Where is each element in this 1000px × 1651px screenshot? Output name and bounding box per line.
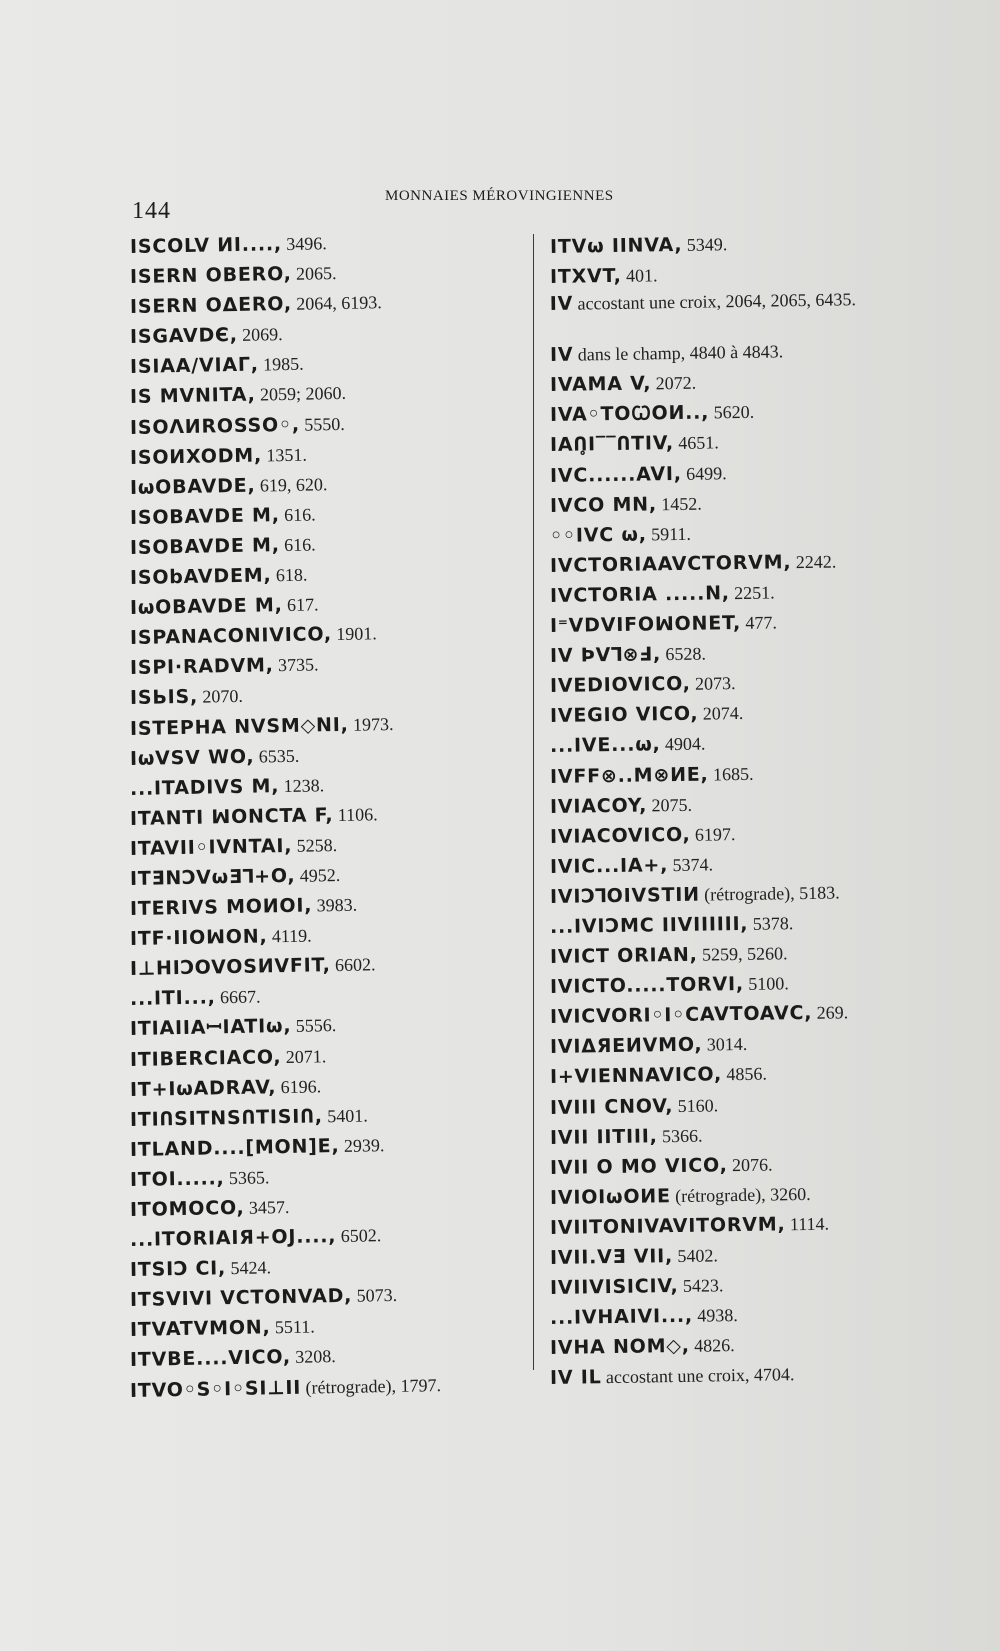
entry-reference: 401. — [625, 265, 658, 286]
entry-legend: ITAVII◦IVNTAI, — [129, 834, 293, 860]
entry-legend: IVHA NOM◇, — [549, 1335, 690, 1360]
entry-reference: 5160. — [677, 1094, 719, 1116]
entry-reference: 5258. — [296, 834, 338, 856]
entry-legend: ...ITI..., — [129, 986, 216, 1011]
entry-reference: 2939. — [343, 1134, 385, 1156]
entry-legend: IVEGIO VICO, — [549, 702, 699, 728]
entry-legend: IωOBAVDE M, — [129, 594, 283, 620]
entry-legend: IVIII CNOV, — [549, 1094, 674, 1119]
entry-reference: 6499. — [686, 462, 727, 484]
entry-reference: 1985. — [262, 354, 304, 375]
entry-legend: I⁼VDVIFOꟽONET, — [549, 612, 742, 638]
entry-reference: 4826. — [693, 1335, 735, 1357]
entry-reference: 2059; 2060. — [259, 383, 347, 405]
entry-reference: 1973. — [352, 713, 394, 735]
entry-reference: 269. — [816, 1002, 849, 1024]
entry-reference: 4651. — [678, 432, 719, 454]
entry-reference: 5401. — [327, 1105, 368, 1126]
entry-reference: 3496. — [286, 233, 327, 254]
entry-reference: 6535. — [258, 745, 300, 767]
entry-reference: 1452. — [661, 493, 702, 514]
entry-legend: ISERN OΔERO, — [129, 293, 293, 319]
entry-reference: 6602. — [334, 954, 376, 976]
entry-reference: 5073. — [356, 1285, 398, 1306]
entry-legend: ITVO◦S◦I◦SI⊥II — [129, 1376, 302, 1402]
index-entry — [550, 1357, 930, 1393]
entry-legend: I+VIENNAVICO, — [549, 1063, 723, 1089]
entry-reference: 5550. — [304, 413, 345, 435]
entry-reference: 3983. — [316, 894, 358, 916]
entry-reference: (rétrograde), 3260. — [675, 1183, 811, 1206]
entry-reference: 5402. — [677, 1245, 719, 1266]
entry-reference: 4856. — [726, 1064, 768, 1085]
entry-legend: ISCOLV ИI...., — [129, 233, 283, 258]
entry-reference: 4904. — [664, 733, 706, 755]
entry-legend: ISERN OBERO, — [129, 262, 292, 289]
entry-reference: 5556. — [295, 1015, 337, 1037]
entry-reference: 617. — [286, 594, 319, 616]
entry-legend: ...IVHAIVI..., — [549, 1304, 694, 1330]
entry-legend: IVAMA V, — [549, 372, 652, 397]
entry-reference: (rétrograde), 1797. — [305, 1374, 442, 1398]
entry-legend: IVII O MO VICO, — [549, 1153, 728, 1179]
entry-reference: 3014. — [706, 1034, 748, 1055]
entry-reference: 5374. — [672, 854, 714, 875]
entry-reference: 2073. — [694, 673, 736, 694]
entry-legend: ITƎNϽVωƎ⅂+O, — [129, 864, 296, 890]
entry-legend: IVIIVISICIV, — [549, 1275, 679, 1300]
entry-legend: IS MVNITA, — [129, 384, 256, 409]
entry-legend: ...IVIƆMC IIVIIIIII, — [549, 912, 749, 938]
entry-reference: 618. — [275, 564, 308, 586]
index-entry — [550, 286, 931, 340]
entry-legend: IV — [549, 343, 574, 367]
entry-reference: 5424. — [230, 1257, 272, 1279]
entry-legend: ITVATVMON, — [129, 1316, 271, 1342]
page-header — [0, 188, 1000, 228]
entry-reference: 2064, 6193. — [296, 292, 382, 314]
entry-legend: IVC......AVI, — [549, 462, 682, 487]
entry-legend: IVII.VƎ VII, — [549, 1245, 674, 1269]
entry-reference: 3208. — [295, 1346, 336, 1368]
entry-reference: 616. — [283, 504, 316, 525]
entry-reference: 1901. — [336, 623, 378, 645]
entry-legend: ...ITADIVS M, — [129, 774, 280, 800]
entry-legend: ISIAA/VIAΓ, — [129, 353, 259, 379]
entry-legend: IV — [549, 292, 574, 316]
entry-reference: 5100. — [748, 973, 789, 995]
entry-legend: IVA◦TOꞶOИ.., — [549, 401, 710, 427]
entry-reference: 6528. — [665, 643, 707, 665]
entry-reference: 2072. — [655, 372, 697, 394]
entry-legend: IV IL — [549, 1366, 602, 1390]
entry-reference: 6197. — [694, 823, 736, 845]
entry-legend: IVIΔЯEИVMO, — [549, 1033, 703, 1059]
entry-reference: 5349. — [686, 234, 728, 255]
entry-reference: 5366. — [661, 1125, 703, 1146]
page-number: 144 — [132, 198, 171, 224]
entry-reference: 6502. — [340, 1225, 382, 1247]
entry-legend: ISGAVDЄ, — [129, 324, 239, 349]
column-divider — [533, 234, 534, 1370]
entry-reference: 477. — [745, 612, 778, 633]
entry-reference: 2076. — [731, 1154, 773, 1175]
entry-legend: ITERIVS MOИOI, — [129, 894, 313, 921]
entry-reference: 5378. — [752, 913, 794, 934]
entry-legend: ISPANACONIVICO, — [129, 623, 333, 650]
entry-reference: dans le champ, 4840 à 4843. — [577, 341, 784, 365]
entry-legend: ITVBE....VICO, — [129, 1346, 292, 1372]
entry-reference: 6667. — [219, 986, 261, 1008]
entry-legend: ...ITORIAIЯ+OJ...., — [129, 1225, 337, 1252]
entry-reference: 616. — [283, 534, 316, 555]
entry-reference: 2242. — [795, 551, 837, 572]
entry-legend: IVICTO.....TORVI, — [549, 973, 745, 999]
entry-legend: ITSIϽ CI, — [129, 1257, 227, 1282]
entry-reference: 5911. — [650, 523, 692, 545]
entry-reference: 3457. — [248, 1196, 290, 1218]
entry-legend: IVCO MN, — [549, 492, 658, 517]
entry-legend: IT+IωADRAV, — [129, 1075, 277, 1101]
entry-reference: 4952. — [299, 864, 341, 886]
entry-reference: 2070. — [202, 686, 244, 708]
entry-legend: I⊥HIϽOVOSИVFIT, — [129, 954, 331, 981]
entry-legend: IVIC...IA+, — [549, 853, 669, 878]
entry-legend: ISOBAVDE M, — [129, 534, 280, 559]
entry-reference: 2075. — [651, 794, 693, 815]
entry-legend: ITIAIIAꟷIATIω, — [129, 1015, 292, 1041]
entry-reference: 5423. — [682, 1275, 724, 1297]
entry-legend: IAՈ̥I‾‾ՈTIV, — [549, 432, 675, 457]
entry-reference: 5620. — [713, 402, 755, 423]
entry-legend: IVCTORIA .....N, — [549, 582, 731, 607]
entry-legend: IVIACOVICO, — [549, 823, 691, 848]
entry-reference: accostant une croix, 2064, 2065, 6435. — [577, 289, 857, 314]
entry-reference: 5365. — [228, 1167, 270, 1189]
entry-legend: IVICT ORIAN, — [549, 943, 698, 969]
entry-legend: ITVω IINVA, — [549, 233, 683, 258]
entry-reference: 5511. — [274, 1316, 315, 1338]
entry-legend: IωVSV WO, — [129, 745, 255, 770]
entry-legend: ISOИXODM, — [129, 444, 263, 469]
entry-legend: IωOBAVDE, — [129, 474, 256, 499]
entry-legend: ITXVT, — [549, 264, 622, 289]
entry-legend: ISPI·RADVM, — [129, 654, 274, 680]
left-column — [130, 232, 490, 1406]
entry-legend: ISTEPHA NVSM◇NI, — [129, 713, 349, 740]
entry-legend: ITOMOCO, — [129, 1196, 245, 1221]
entry-reference: 2251. — [734, 582, 775, 604]
entry-legend: IV ÞV⅂⊗Ⅎ, — [549, 643, 662, 668]
entry-reference: 5259, 5260. — [701, 943, 788, 965]
entry-legend: ITOI....., — [129, 1167, 225, 1191]
entry-legend: ITSVIVI VCTONVAD, — [129, 1285, 353, 1312]
entry-legend: ITIBERCIACO, — [129, 1045, 282, 1071]
entry-legend: IVIITONIVAVITORVM, — [549, 1213, 786, 1239]
entry-reference: 1106. — [337, 804, 378, 825]
entry-reference: 2065. — [295, 263, 337, 284]
entry-reference: 2074. — [702, 703, 744, 724]
entry-reference: 2071. — [285, 1045, 327, 1067]
entry-legend: ITIՈSITNSՈTISIՈ, — [129, 1105, 324, 1131]
entry-legend: ISOΛИROSSO◦, — [129, 413, 301, 439]
entry-legend: IVIϽ⅂OIVSTIИ — [549, 883, 700, 908]
index-entry — [130, 1369, 491, 1406]
entry-legend: ITANTI ꟽONCTA F, — [129, 803, 334, 830]
entry-legend: IVEDIOVICO, — [549, 673, 691, 698]
entry-reference: 6196. — [280, 1075, 322, 1097]
entry-legend: IVIOIωOИE — [549, 1184, 671, 1209]
entry-reference: 1114. — [789, 1213, 830, 1235]
entry-legend: IVCTORIAAVCTORVM, — [549, 551, 792, 577]
entry-legend: ISObAVDEM, — [129, 564, 272, 590]
entry-legend: IVII IITIII, — [549, 1124, 658, 1149]
entry-legend: ITLAND....[MON]E, — [129, 1134, 340, 1161]
entry-reference: (rétrograde), 5183. — [704, 882, 840, 905]
entry-reference: 1238. — [283, 774, 325, 796]
entry-legend: ISЬIS, — [129, 686, 199, 710]
entry-reference: 4938. — [697, 1305, 738, 1326]
running-title: MONNAIES MÉROVINGIENNES — [385, 188, 614, 204]
entry-legend: ...IVE...ω, — [549, 733, 661, 758]
entry-legend: IVIACOY, — [549, 794, 648, 818]
entry-legend: ◦◦IVC ω, — [549, 523, 647, 547]
entry-reference: 619, 620. — [259, 473, 328, 496]
entry-reference: 4119. — [271, 925, 312, 947]
entry-legend: IVICVORI◦I◦CAVTOAVC, — [549, 1002, 813, 1029]
entry-reference: 1351. — [266, 444, 308, 466]
entry-legend: ITF·IIOꟽON, — [129, 925, 268, 951]
entry-reference: 2069. — [241, 324, 283, 346]
entry-reference: accostant une croix, 4704. — [605, 1364, 795, 1388]
right-column — [550, 232, 930, 1393]
entry-legend: ISOBAVDE M, — [129, 503, 280, 529]
entry-reference: 1685. — [712, 763, 754, 784]
entry-legend: IVFF⊗..M⊗ИE, — [549, 763, 709, 788]
entry-reference: 3735. — [277, 654, 319, 676]
